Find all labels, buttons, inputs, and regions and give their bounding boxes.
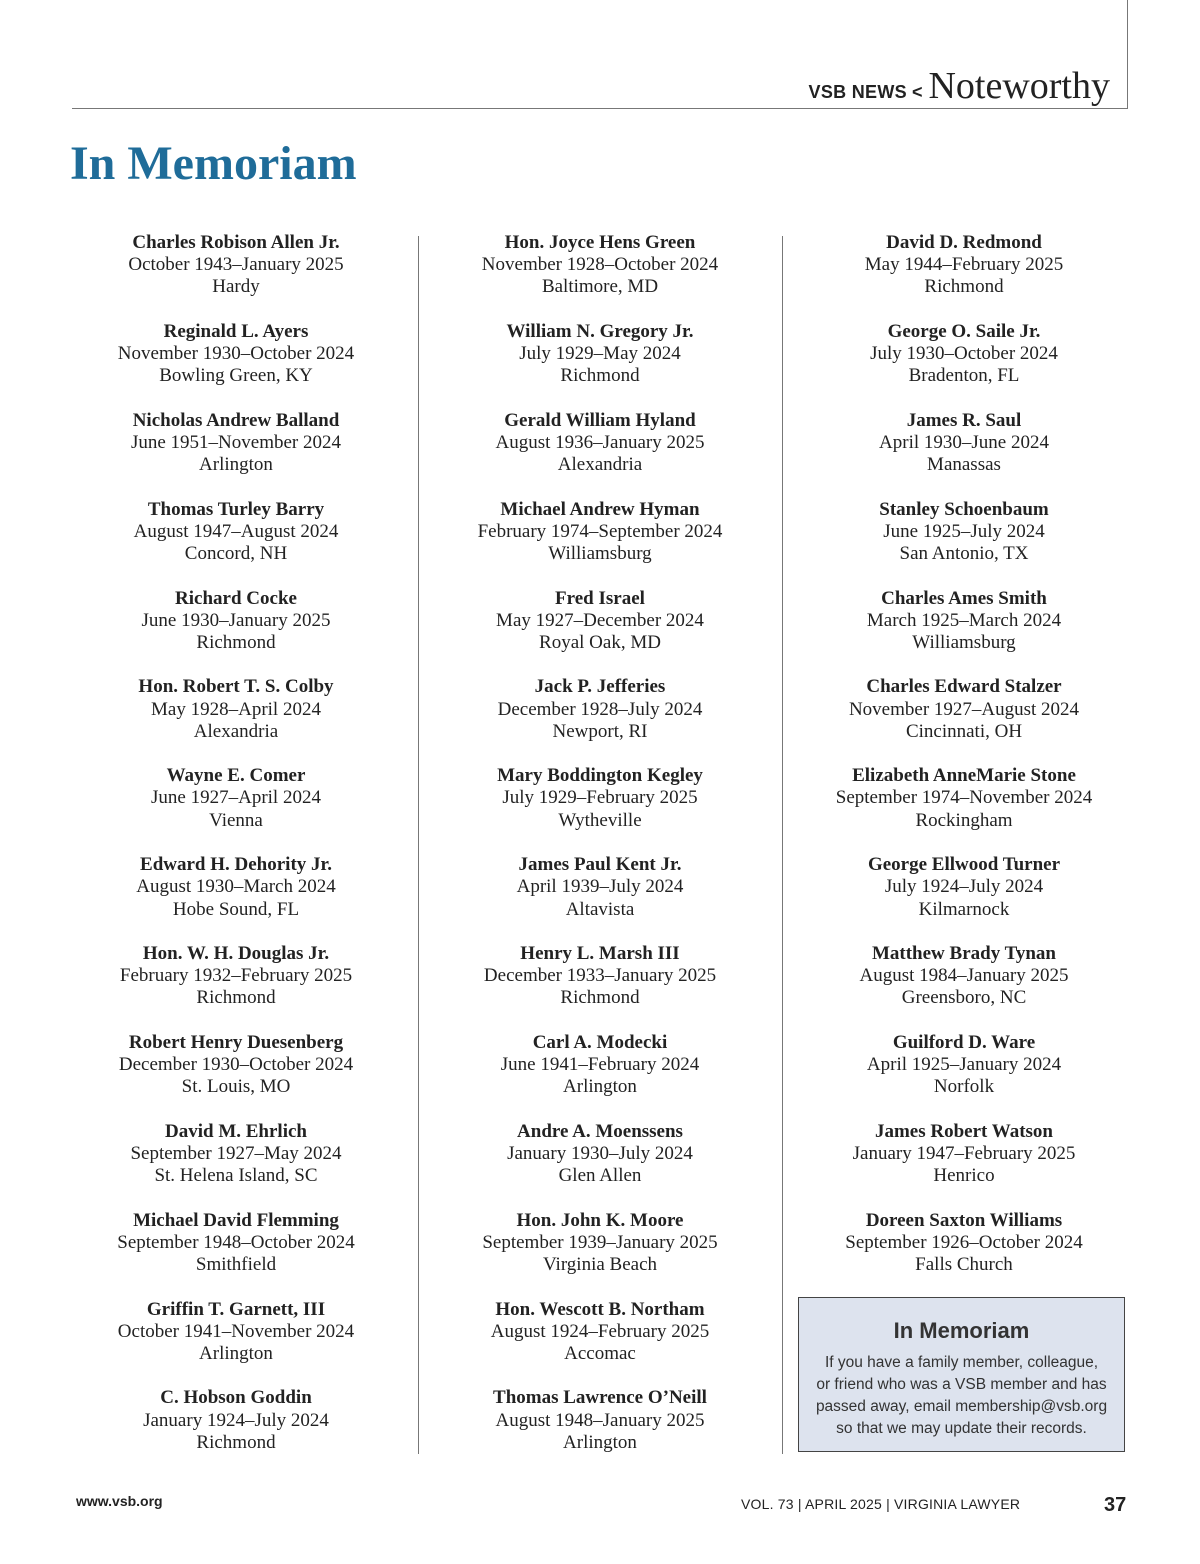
memorial-column-3 [818, 232, 1110, 1299]
memorial-entry [818, 321, 1110, 388]
memorial-dates: June 1941–February 2024 [500, 1054, 700, 1076]
memorial-location: Williamsburg [548, 543, 652, 565]
notice-text [799, 1352, 1124, 1440]
memorial-location: Accomac [564, 1342, 636, 1364]
memorial-entry [90, 1032, 382, 1099]
memorial-dates: July 1929–February 2025 [502, 787, 698, 809]
memorial-entry [90, 1387, 382, 1454]
memorial-location: Kilmarnock [918, 898, 1010, 920]
memorial-name: Hon. Wescott B. Northam [495, 1298, 705, 1320]
memorial-entry [455, 1032, 745, 1099]
memorial-entry [455, 1387, 745, 1454]
memorial-dates: May 1944–February 2025 [864, 254, 1064, 276]
memorial-dates: August 1936–January 2025 [495, 431, 705, 453]
memorial-location: Richmond [560, 365, 640, 387]
memorial-entry [818, 499, 1110, 566]
memorial-entry [455, 410, 745, 477]
notice-line: or friend who was a VSB member and has [816, 1376, 1107, 1393]
memorial-dates: November 1930–October 2024 [117, 343, 355, 365]
memorial-name: James Paul Kent Jr. [518, 854, 682, 876]
memorial-location: Newport, RI [552, 720, 648, 742]
footer-url: www.vsb.org [76, 1493, 163, 1509]
memorial-dates: August 1984–January 2025 [859, 965, 1069, 987]
memorial-location: Hobe Sound, FL [172, 898, 300, 920]
memorial-dates: January 1930–July 2024 [507, 1142, 693, 1164]
memorial-dates: December 1930–October 2024 [118, 1054, 354, 1076]
memorial-entry [455, 676, 745, 743]
memorial-entry [818, 410, 1110, 477]
memorial-entry [455, 854, 745, 921]
memorial-dates: November 1927–August 2024 [848, 698, 1080, 720]
memorial-dates: May 1928–April 2024 [151, 698, 321, 720]
memorial-entry [90, 854, 382, 921]
memorial-location: Norfolk [933, 1076, 995, 1098]
memorial-dates: August 1947–August 2024 [133, 520, 339, 542]
memorial-column-1 [90, 232, 382, 1476]
memorial-location: Richmond [196, 1431, 276, 1453]
memorial-location: Vienna [209, 809, 263, 831]
memorial-dates: April 1930–June 2024 [879, 431, 1049, 453]
memorial-dates: October 1943–January 2025 [128, 254, 344, 276]
memorial-name: David D. Redmond [886, 232, 1042, 253]
memorial-location: Glen Allen [558, 1165, 642, 1187]
memorial-entry [455, 232, 745, 299]
memorial-entry [455, 1299, 745, 1366]
memorial-dates: December 1928–July 2024 [497, 698, 703, 720]
section-name: Noteworthy [928, 65, 1110, 107]
memorial-name: Nicholas Andrew Balland [132, 409, 340, 431]
memorial-entry [818, 1032, 1110, 1099]
page-number: 37 [1104, 1494, 1127, 1516]
memorial-dates: October 1941–November 2024 [117, 1320, 355, 1342]
memorial-entry [90, 1299, 382, 1366]
memorial-entry [455, 1210, 745, 1277]
memorial-name: Andre A. Moenssens [517, 1120, 683, 1142]
section-label: VSB NEWS [808, 82, 907, 102]
memorial-entry [455, 1121, 745, 1188]
right-margin-rule [1127, 0, 1128, 108]
memorial-name: Doreen Saxton Williams [865, 1209, 1063, 1231]
section-header [809, 64, 1110, 108]
memorial-location: Cincinnati, OH [905, 720, 1023, 742]
memorial-entry [818, 232, 1110, 299]
memorial-name: Mary Boddington Kegley [497, 765, 703, 787]
notice-line: so that we may update their records. [836, 1420, 1087, 1437]
memorial-location: Baltimore, MD [541, 276, 659, 298]
memorial-entry [818, 854, 1110, 921]
memorial-name: Wayne E. Comer [166, 765, 306, 787]
memorial-entry [90, 588, 382, 655]
memorial-name: Stanley Schoenbaum [879, 498, 1049, 520]
memorial-dates: April 1925–January 2024 [866, 1054, 1062, 1076]
memorial-entry [90, 1121, 382, 1188]
memorial-dates: March 1925–March 2024 [866, 609, 1062, 631]
memorial-entry [818, 676, 1110, 743]
memorial-name: George O. Saile Jr. [887, 320, 1041, 342]
memorial-dates: June 1925–July 2024 [883, 520, 1045, 542]
memorial-name: Hon. John K. Moore [516, 1209, 684, 1231]
memorial-location: Concord, NH [184, 543, 288, 565]
memorial-name: Hon. Robert T. S. Colby [138, 676, 334, 698]
page-title: In Memoriam [70, 137, 357, 190]
memorial-location: Alexandria [193, 720, 279, 742]
memorial-name: Charles Ames Smith [881, 587, 1047, 609]
memorial-entry [818, 765, 1110, 832]
memorial-location: Arlington [199, 1342, 273, 1364]
column-divider [782, 236, 783, 1454]
header-rule [72, 108, 1128, 109]
memorial-entry [455, 321, 745, 388]
memorial-dates: June 1951–November 2024 [130, 431, 342, 453]
memorial-name: Michael David Flemming [133, 1209, 339, 1231]
memorial-entry [455, 499, 745, 566]
memorial-location: Hardy [212, 276, 260, 298]
memorial-name: Michael Andrew Hyman [500, 498, 700, 520]
memorial-location: San Antonio, TX [899, 543, 1029, 565]
memorial-name: Henry L. Marsh III [520, 943, 680, 964]
memorial-location: Richmond [196, 631, 276, 653]
memorial-entry [455, 943, 745, 1010]
memorial-name: James Robert Watson [874, 1120, 1054, 1142]
memorial-dates: September 1926–October 2024 [845, 1231, 1083, 1253]
memorial-name: Thomas Turley Barry [147, 498, 325, 520]
memorial-entry [90, 1210, 382, 1277]
memorial-location: Virginia Beach [542, 1254, 658, 1276]
memorial-name: Hon. Joyce Hens Green [504, 232, 696, 253]
memorial-dates: June 1930–January 2025 [141, 609, 331, 631]
memorial-location: Arlington [563, 1076, 637, 1098]
footer-issue: VOL. 73 | APRIL 2025 | VIRGINIA LAWYER [741, 1496, 1021, 1512]
memorial-dates: September 1927–May 2024 [130, 1142, 342, 1164]
memorial-location: Richmond [196, 987, 276, 1009]
memorial-name: Griffin T. Garnett, III [146, 1298, 326, 1320]
memorial-location: Arlington [563, 1431, 637, 1453]
memorial-name: Thomas Lawrence O’Neill [493, 1387, 707, 1409]
memorial-name: Carl A. Modecki [532, 1031, 668, 1053]
memorial-name: James R. Saul [906, 409, 1022, 431]
memorial-name: Charles Robison Allen Jr. [132, 232, 340, 253]
memorial-location: Williamsburg [912, 631, 1016, 653]
memorial-dates: April 1939–July 2024 [516, 876, 684, 898]
memorial-entry [90, 676, 382, 743]
memorial-location: Alexandria [557, 454, 643, 476]
column-divider [418, 236, 419, 1454]
notice-box [798, 1297, 1125, 1452]
memorial-entry [90, 232, 382, 299]
memorial-dates: January 1947–February 2025 [852, 1142, 1076, 1164]
memorial-dates: February 1974–September 2024 [477, 520, 723, 542]
memorial-location: Smithfield [195, 1254, 277, 1276]
memorial-name: Matthew Brady Tynan [871, 943, 1057, 964]
memorial-location: Richmond [924, 276, 1004, 298]
memorial-entry [90, 499, 382, 566]
memorial-dates: July 1924–July 2024 [884, 876, 1044, 898]
memorial-location: Rockingham [915, 809, 1013, 831]
memorial-name: Reginald L. Ayers [163, 320, 309, 342]
memorial-dates: January 1924–July 2024 [143, 1409, 329, 1431]
memorial-dates: August 1924–February 2025 [490, 1320, 710, 1342]
memorial-name: C. Hobson Goddin [160, 1387, 312, 1409]
memorial-entry [90, 765, 382, 832]
memorial-name: Fred Israel [555, 587, 645, 609]
memorial-location: Manassas [927, 454, 1001, 476]
memorial-entry [455, 765, 745, 832]
memorial-dates: August 1948–January 2025 [495, 1409, 705, 1431]
memorial-location: St. Helena Island, SC [154, 1165, 318, 1187]
memorial-dates: July 1929–May 2024 [519, 343, 681, 365]
memorial-dates: September 1939–January 2025 [482, 1231, 718, 1253]
memorial-entry [818, 588, 1110, 655]
memorial-column-2 [455, 232, 745, 1476]
memorial-name: Robert Henry Duesenberg [128, 1031, 344, 1053]
memorial-name: Charles Edward Stalzer [866, 676, 1062, 698]
memorial-dates: December 1933–January 2025 [483, 965, 717, 987]
memorial-entry [818, 1210, 1110, 1277]
memorial-location: Falls Church [915, 1254, 1013, 1276]
memorial-location: Royal Oak, MD [539, 631, 661, 653]
memorial-entry [818, 943, 1110, 1010]
section-separator: < [911, 82, 923, 102]
memorial-location: Henrico [933, 1165, 995, 1187]
memorial-entry [818, 1121, 1110, 1188]
memorial-name: Jack P. Jefferies [534, 676, 666, 698]
memorial-name: David M. Ehrlich [165, 1120, 307, 1142]
memorial-name: Edward H. Dehority Jr. [140, 854, 332, 876]
memorial-entry [90, 943, 382, 1010]
memorial-dates: September 1948–October 2024 [117, 1231, 355, 1253]
memorial-location: Bowling Green, KY [159, 365, 313, 387]
memorial-dates: September 1974–November 2024 [835, 787, 1093, 809]
memorial-location: Arlington [199, 454, 273, 476]
memorial-location: Greensboro, NC [901, 987, 1027, 1009]
memorial-dates: May 1927–December 2024 [496, 609, 704, 631]
memorial-location: Wytheville [558, 809, 642, 831]
memorial-name: Hon. W. H. Douglas Jr. [142, 943, 330, 964]
memorial-name: William N. Gregory Jr. [506, 320, 694, 342]
memorial-location: Altavista [565, 898, 635, 920]
memorial-name: Gerald William Hyland [504, 409, 696, 431]
notice-title: In Memoriam [893, 1318, 1030, 1343]
memorial-name: George Ellwood Turner [867, 854, 1061, 876]
memorial-name: Guilford D. Ware [892, 1031, 1036, 1053]
memorial-location: Bradenton, FL [908, 365, 1020, 387]
notice-line: If you have a family member, colleague, [824, 1354, 1099, 1371]
memorial-entry [90, 410, 382, 477]
memorial-location: St. Louis, MO [181, 1076, 291, 1098]
memorial-name: Elizabeth AnneMarie Stone [852, 765, 1076, 787]
memorial-entry [90, 321, 382, 388]
memorial-dates: February 1932–February 2025 [119, 965, 353, 987]
notice-line: passed away, email membership@vsb.org [815, 1398, 1108, 1415]
memorial-dates: August 1930–March 2024 [136, 876, 336, 898]
memorial-dates: November 1928–October 2024 [481, 254, 719, 276]
memorial-dates: June 1927–April 2024 [151, 787, 321, 809]
memorial-entry [455, 588, 745, 655]
memorial-name: Richard Cocke [175, 587, 297, 609]
memorial-location: Richmond [560, 987, 640, 1009]
memorial-dates: July 1930–October 2024 [870, 343, 1058, 365]
